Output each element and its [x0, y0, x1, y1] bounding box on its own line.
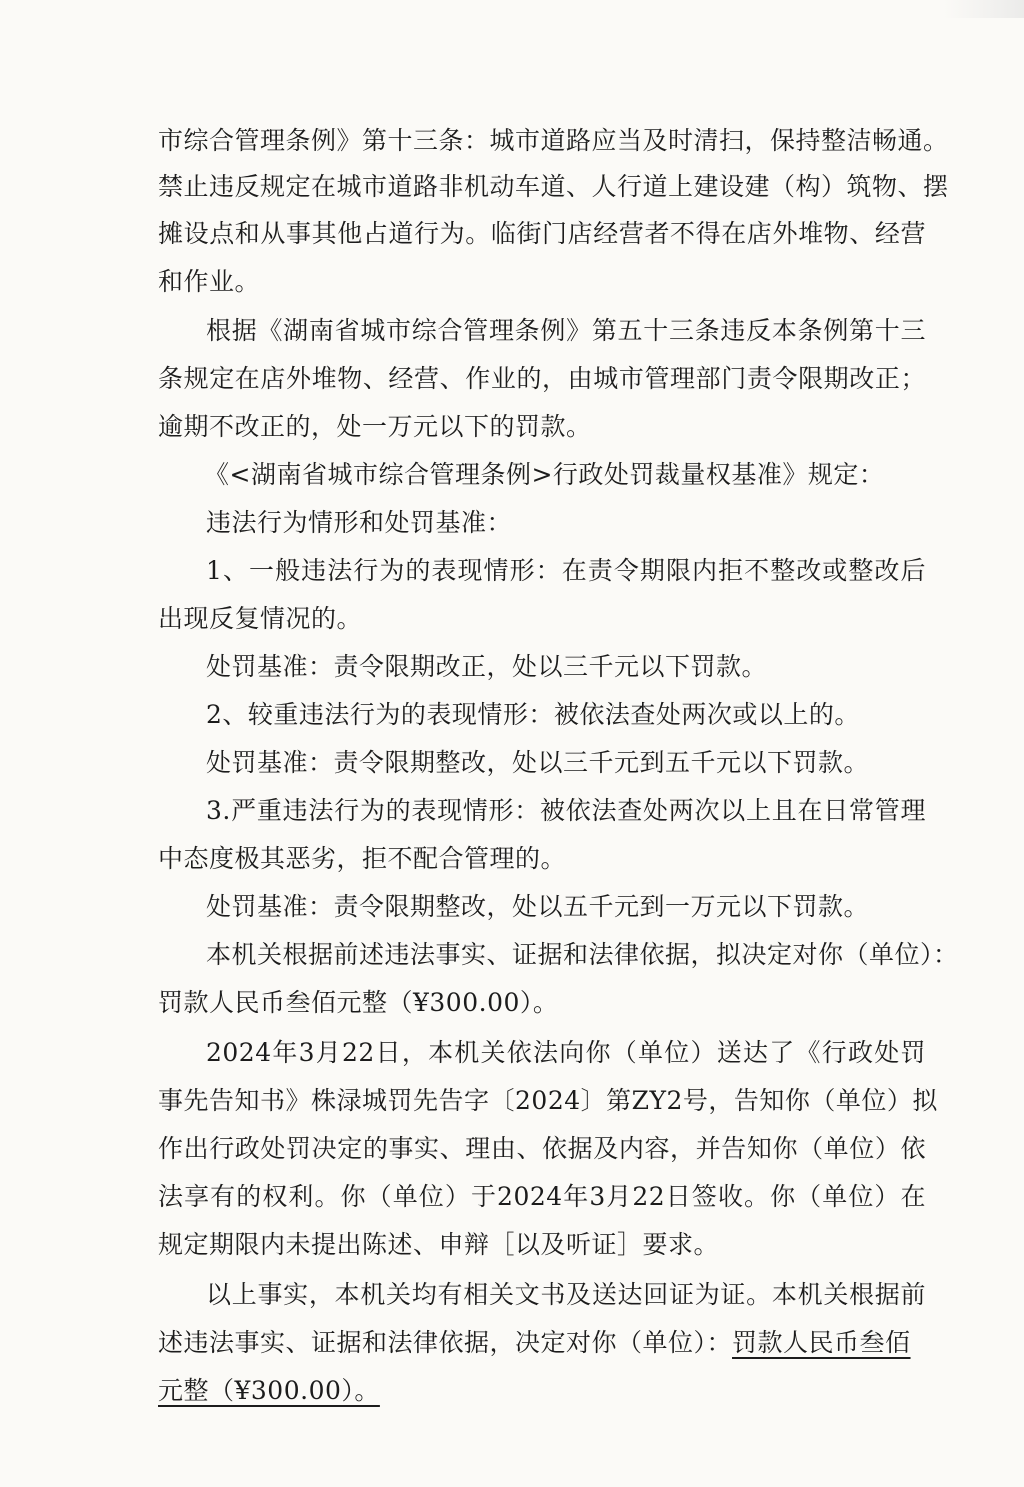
paragraph-line: 法享有的权利。你（单位）于2024年3月22日签收。你（单位）在 — [158, 1182, 926, 1211]
paragraph-line: 2024年3月22日，本机关依法向你（单位）送达了《行政处罚 — [206, 1038, 926, 1067]
paragraph-line: 摊设点和从事其他占道行为。临街门店经营者不得在店外堆物、经营 — [158, 219, 926, 248]
paragraph-line: 事先告知书》株渌城罚先告字〔2024〕第ZY2号，告知你（单位）拟 — [158, 1086, 938, 1115]
paragraph-line: 处罚基准：责令限期改正，处以三千元以下罚款。 — [206, 652, 768, 681]
paragraph-line — [158, 1326, 911, 1360]
paragraph-line: 和作业。 — [158, 267, 261, 296]
paragraph-line: 禁止违反规定在城市道路非机动车道、人行道上建设建（构）筑物、摆 — [158, 172, 949, 201]
paragraph-line: 3.严重违法行为的表现情形：被依法查处两次以上且在日常管理 — [206, 796, 926, 825]
paragraph-line: 1、一般违法行为的表现情形：在责令期限内拒不整改或整改后 — [206, 556, 926, 585]
penalty-amount-underlined: 元整（¥300.00）。 — [158, 1376, 380, 1405]
paragraph-line: 逾期不改正的，处一万元以下的罚款。 — [158, 412, 592, 441]
paragraph-line: 以上事实，本机关均有相关文书及送达回证为证。本机关根据前 — [206, 1280, 926, 1309]
paragraph-line: 出现反复情况的。 — [158, 604, 363, 633]
penalty-amount-underlined: 罚款人民币叁佰 — [732, 1328, 911, 1357]
paragraph-line: 处罚基准：责令限期整改，处以五千元到一万元以下罚款。 — [206, 892, 870, 921]
paragraph-line: 作出行政处罚决定的事实、理由、依据及内容，并告知你（单位）依 — [158, 1134, 926, 1163]
standard-title-line: 《<湖南省城市综合管理条例>行政处罚裁量权基准》规定： — [204, 460, 885, 489]
paragraph-line: 中态度极其恶劣，拒不配合管理的。 — [158, 844, 567, 873]
paragraph-line: 条规定在店外堆物、经营、作业的，由城市管理部门责令限期改正； — [158, 364, 926, 393]
scan-edge-shadow — [944, 0, 1024, 18]
paragraph-line: 2、较重违法行为的表现情形：被依法查处两次或以上的。 — [206, 700, 860, 729]
paragraph-line: 市综合管理条例》第十三条：城市道路应当及时清扫，保持整洁畅通。 — [158, 126, 949, 155]
paragraph-line: 罚款人民币叁佰元整（¥300.00）。 — [158, 988, 559, 1017]
paragraph-line: 规定期限内未提出陈述、申辩［以及听证］要求。 — [158, 1230, 720, 1259]
paragraph-line: 根据《湖南省城市综合管理条例》第五十三条违反本条例第十三 — [206, 316, 926, 345]
section-heading: 违法行为情形和处罚基准： — [206, 508, 513, 537]
paragraph-line: 本机关根据前述违法事实、证据和法律依据，拟决定对你（单位）： — [206, 940, 959, 969]
paragraph-line: 处罚基准：责令限期整改，处以三千元到五千元以下罚款。 — [206, 748, 870, 777]
decision-text: 述违法事实、证据和法律依据，决定对你（单位）： — [158, 1328, 733, 1357]
